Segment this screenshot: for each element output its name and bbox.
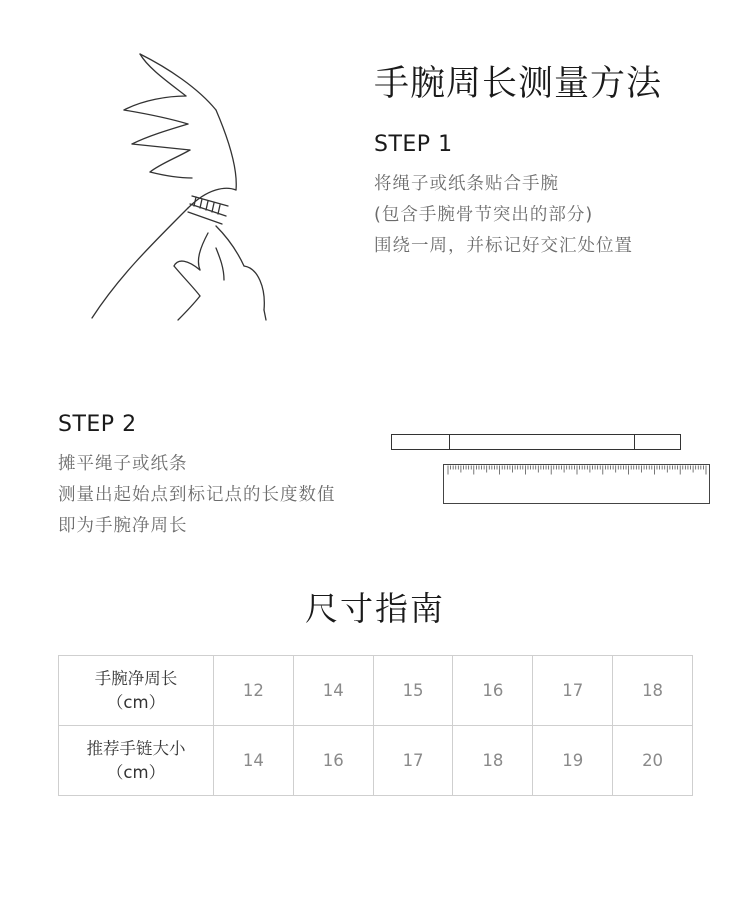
table-cell: 20 [613,726,693,796]
step2-label: STEP 2 [58,412,137,437]
table-row [59,656,693,726]
step1-line-1: 将绳子或纸条贴合手腕 [374,174,559,194]
hand-measuring-wrist-illustration [88,48,273,323]
table-cell: 18 [453,726,533,796]
step1-label: STEP 1 [374,132,453,157]
table-cell: 17 [373,726,453,796]
table-cell: 14 [214,726,294,796]
table-cell: 12 [214,656,294,726]
row-header-unit: （cm） [106,762,166,782]
step1-description [374,169,633,262]
step2-line-1: 摊平绳子或纸条 [58,454,188,474]
step1-line-3: 围绕一周，并标记好交汇处位置 [374,236,633,256]
table-cell: 14 [293,656,373,726]
ruler [444,465,710,504]
row-header-unit: （cm） [106,692,166,712]
row-header-bracelet [59,726,214,796]
table-cell: 19 [533,726,613,796]
step2-line-3: 即为手腕净周长 [58,516,188,536]
row-header-wrist [59,656,214,726]
strip-and-ruler-illustration [388,430,713,510]
step2-description [58,449,336,542]
table-cell: 18 [613,656,693,726]
table-cell: 15 [373,656,453,726]
row-header-line: 推荐手链大小 [86,738,186,758]
size-guide-title: 尺寸指南 [305,589,445,628]
paper-strip [392,435,681,450]
size-guide-table [58,655,693,796]
step2-line-2: 测量出起始点到标记点的长度数值 [58,485,336,505]
row-header-line: 手腕净周长 [94,668,178,688]
page-title: 手腕周长测量方法 [374,64,663,104]
step1-line-2: (包含手腕骨节突出的部分) [374,205,594,225]
table-cell: 17 [533,656,613,726]
table-cell: 16 [453,656,533,726]
table-cell: 16 [293,726,373,796]
table-row [59,726,693,796]
